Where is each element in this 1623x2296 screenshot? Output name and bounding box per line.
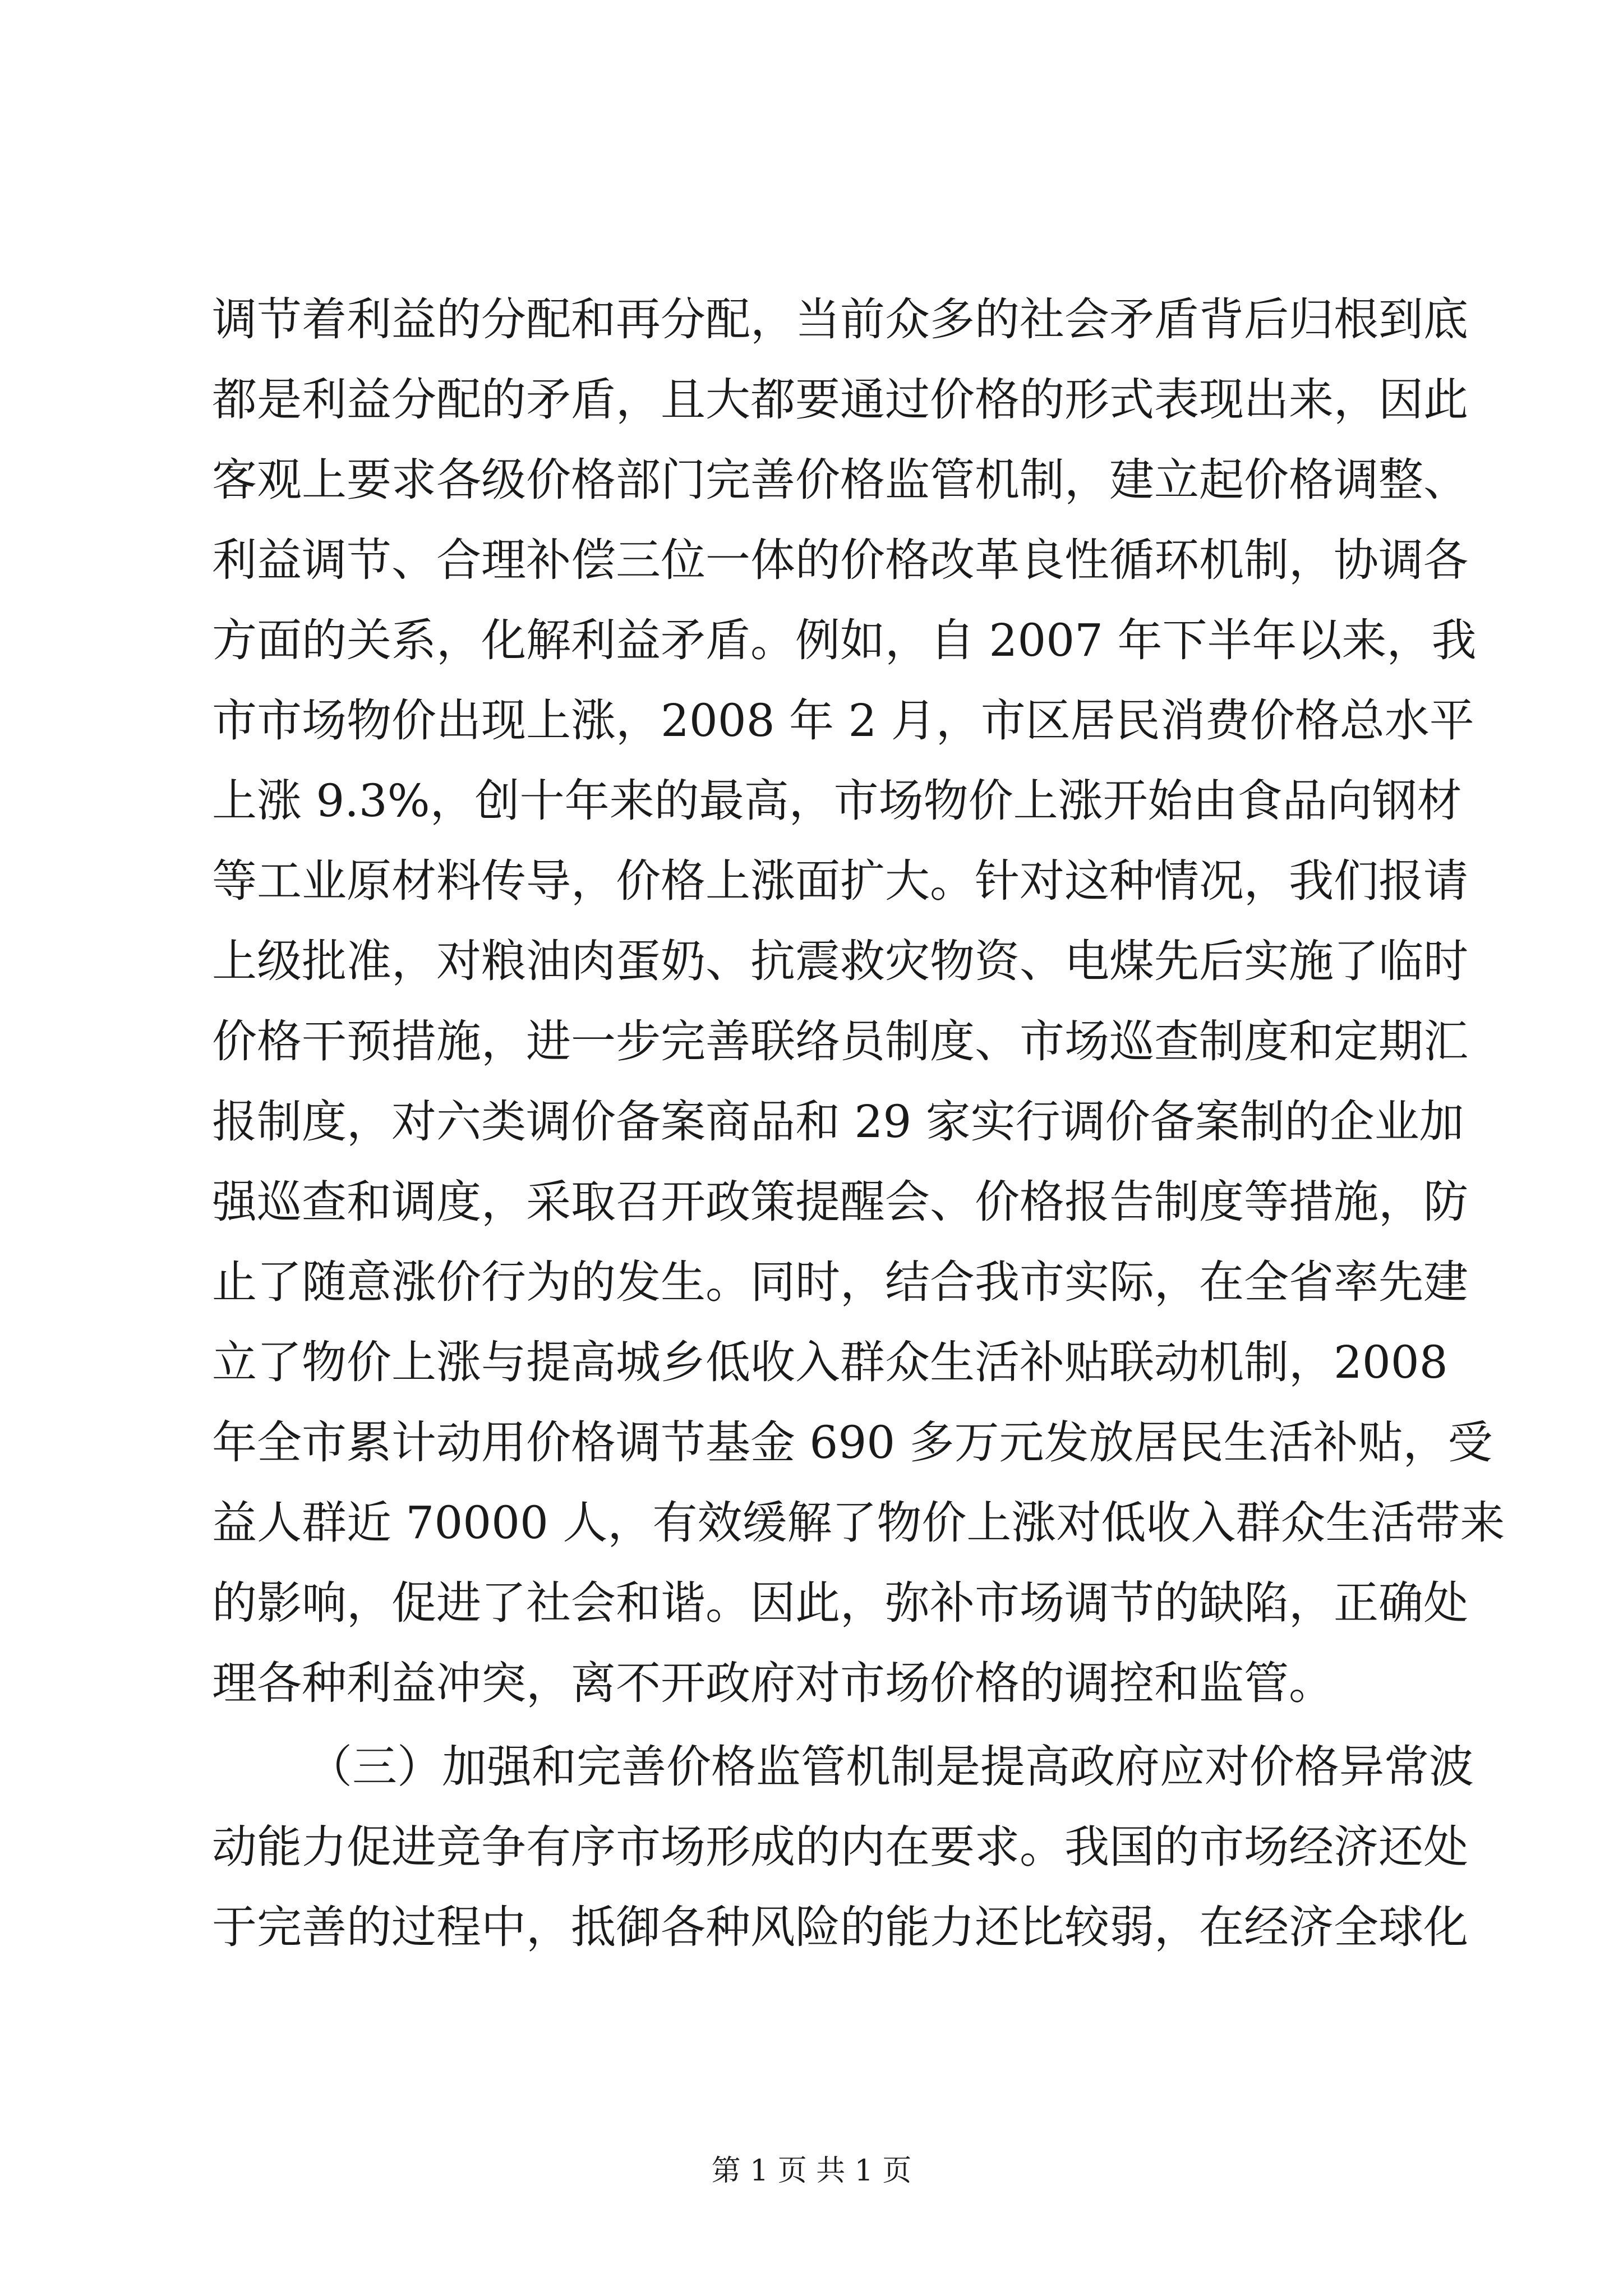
body-text-line: 立了物价上涨与提高城乡低收入群众生活补贴联动机制，2008 [212,1336,1448,1388]
body-text-line: 等工业原材料传导，价格上涨面扩大。针对这种情况，我们报请 [212,855,1468,907]
body-text-line: 动能力促进竞争有序市场形成的内在要求。我国的市场经济还处 [212,1821,1468,1873]
body-text-line: 方面的关系，化解利益矛盾。例如，自 2007 年下半年以来，我 [212,614,1477,666]
body-text-line: 强巡查和调度，采取召开政策提醒会、价格报告制度等措施，防 [212,1176,1468,1228]
body-text-line: 止了随意涨价行为的发生。同时，结合我市实际，在全省率先建 [212,1256,1468,1308]
body-text-line: 价格干预措施，进一步完善联络员制度、市场巡查制度和定期汇 [212,1015,1468,1068]
body-text-line: 市市场物价出现上涨，2008 年 2 月，市区居民消费价格总水平 [212,694,1474,747]
body-text-line: 于完善的过程中，抵御各种风险的能力还比较弱，在经济全球化 [212,1901,1468,1953]
body-text-line: 利益调节、合理补偿三位一体的价格改革良性循环机制，协调各 [212,534,1468,586]
body-text-line: 报制度，对六类调价备案商品和 29 家实行调价备案制的企业加 [212,1096,1464,1148]
body-text-line: 上涨 9.3%，创十年来的最高，市场物价上涨开始由食品向钢材 [212,775,1462,827]
body-text-line: 调节着利益的分配和再分配，当前众多的社会矛盾背后归根到底 [212,293,1468,346]
body-text-line: 客观上要求各级价格部门完善价格监管机制，建立起价格调整、 [212,454,1468,506]
page-footer: 第 1 页 共 1 页 [711,2154,912,2188]
body-text-line: 的影响，促进了社会和谐。因此，弥补市场调节的缺陷，正确处 [212,1577,1468,1629]
section-heading-line: （三）加强和完善价格监管机制是提高政府应对价格异常波 [307,1741,1474,1793]
body-text-line: 年全市累计动用价格调节基金 690 多万元发放居民生活补贴，受 [212,1416,1493,1469]
body-text-line: 益人群近 70000 人，有效缓解了物价上涨对低收入群众生活带来 [212,1497,1505,1549]
body-text-line: 都是利益分配的矛盾，且大都要通过价格的形式表现出来，因此 [212,374,1468,426]
paragraph-end-line: 理各种利益冲突，离不开政府对市场价格的调控和监管。 [212,1657,1334,1709]
body-text-line: 上级批准，对粮油肉蛋奶、抗震救灾物资、电煤先后实施了临时 [212,935,1468,987]
